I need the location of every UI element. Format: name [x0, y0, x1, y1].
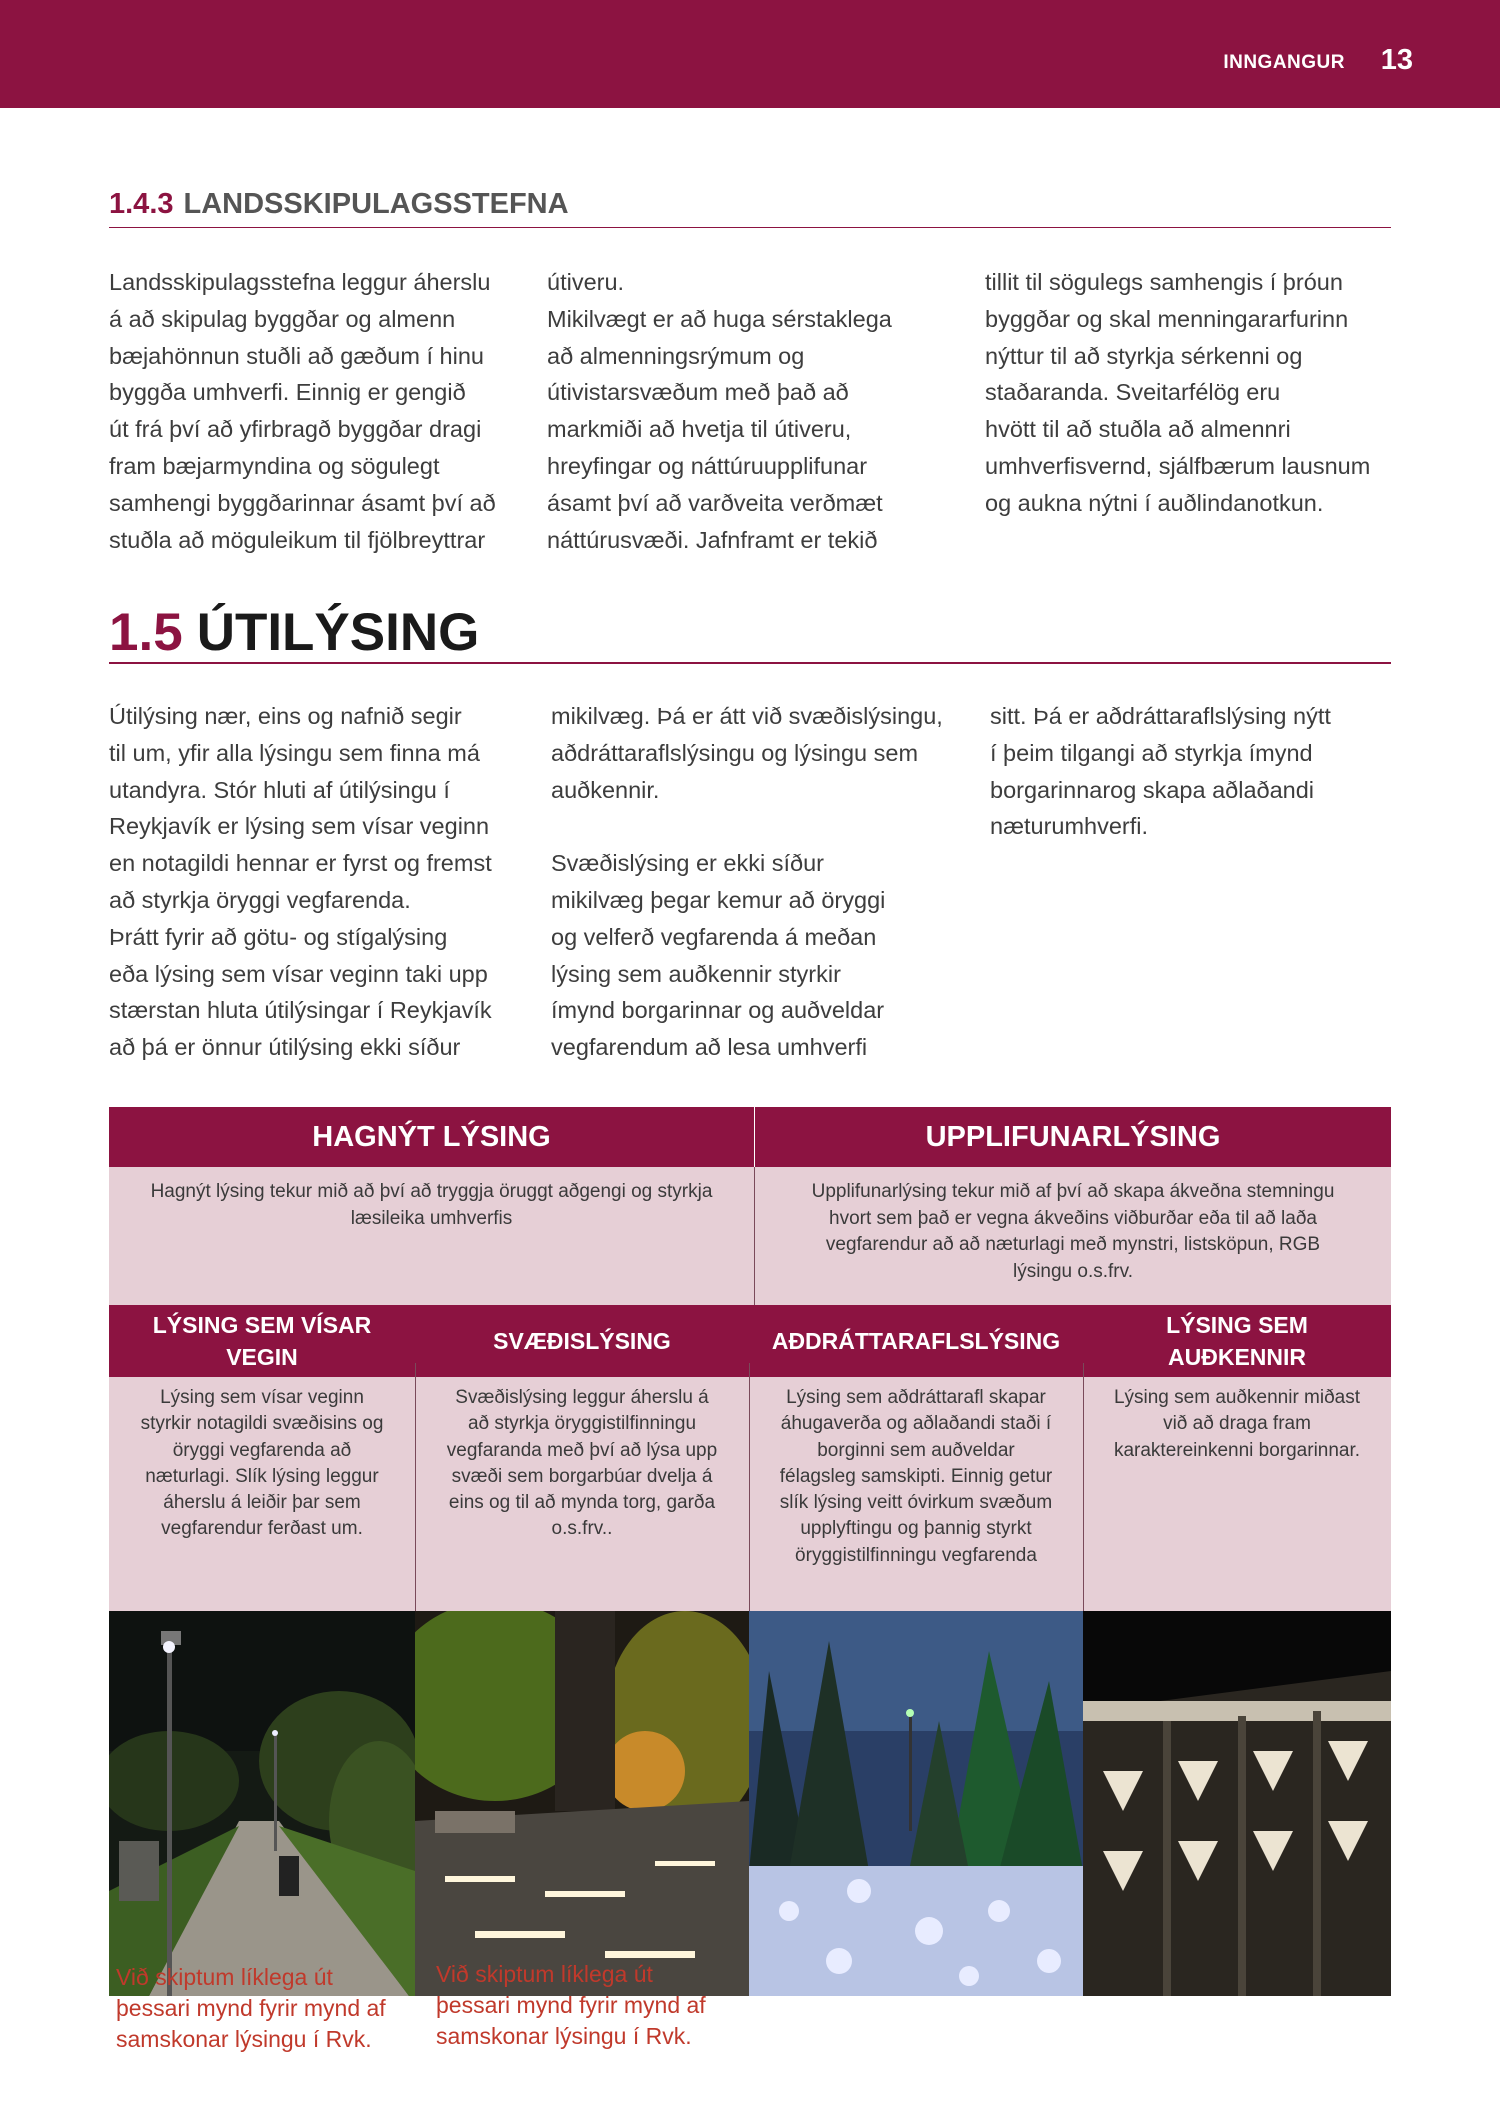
- section-title: LANDSSKIPULAGSSTEFNA: [183, 188, 569, 220]
- text-column-3: [990, 698, 1400, 845]
- section-number: 1.4.3: [109, 188, 174, 220]
- functional-lighting-header: HAGNÝT LÝSING: [109, 1107, 754, 1167]
- text-column-3: [985, 264, 1405, 522]
- paragraph: tillit til sögulegs samhengis í þróun byggðar og skal menningararfurinn nýttur til að styrkja sérkenni og staðaranda. Sveitarfélög eru hvött til að stuðla að almennri umhverfisvernd, sjálfbærum lausnum og aukna nýtni í auðlindanotkun.: [985, 269, 1371, 516]
- col-title-wayfinding: LÝSING SEM VÍSAR VEGIN: [109, 1305, 415, 1377]
- photo-snow-park: [749, 1611, 1083, 1996]
- header-bar: [0, 0, 1500, 108]
- text-column-1: [109, 264, 529, 558]
- experience-lighting-header: UPPLIFUNARLÝSING: [755, 1107, 1391, 1167]
- col-title-identity: LÝSING SEM AUÐKENNIR: [1083, 1305, 1391, 1377]
- text-column-1: [109, 698, 539, 1066]
- photo-replacement-note: Við skiptum líklega út þessari mynd fyrir mynd af samskonar lýsingu í Rvk.: [436, 1961, 706, 2049]
- paragraph: Landsskipulagsstefna leggur áherslu á að skipulag byggðar og almenn bæjahönnun stuðli að gæðum í hinu byggða umhverfi. Einnig er gengið út frá því að yfirbragð byggðar dragi fram bæjarmyndina og sögulegt samhengi byggðarinnar ásamt því að stuðla að möguleikum til fjölbreyttrar: [109, 269, 496, 553]
- col-text-attraction: Lýsing sem aðdráttarafl skapar áhugaverða og aðlaðandi staði í borginni sem auðveldar félagsleg samskipti. Einnig getur slík lýsing veitt óvirkum svæðum upplyftingu og þannig styrkt öryggistilfinningu vegfarenda: [749, 1377, 1083, 1611]
- divider: [749, 1363, 750, 1611]
- divider: [1083, 1363, 1084, 1611]
- section-number: 1.5: [109, 603, 183, 662]
- photo-replacement-note: Við skiptum líklega út þessari mynd fyrir mynd af samskonar lýsingu í Rvk.: [116, 1964, 386, 2052]
- col-text-wayfinding: Lýsing sem vísar veginn styrkir notagildi svæðisins og öryggi vegfarenda að næturlagi. Slík lýsing leggur áherslu á leiðir þar sem vegfarendur ferðast um.: [109, 1377, 415, 1611]
- page-number: 13: [1380, 44, 1413, 76]
- divider: [754, 1167, 755, 1305]
- paragraph: mikilvæg. Þá er átt við svæðislýsingu, aðdráttaraflslýsingu og lýsingu sem auðkennir. Svæðislýsing er ekki síður mikilvæg þegar kemur að öryggi og velferð vegfarenda á meðan lýsing sem auðkennir styrkir ímynd borgarinnar og auðveldar vegfarendum að lesa umhverfi: [551, 703, 943, 1061]
- col-text-identity: Lýsing sem auðkennir miðast við að draga fram karaktereinkenni borgarinnar.: [1083, 1377, 1391, 1611]
- lighting-table: [109, 1107, 1391, 1996]
- photo-lit-facade: [1083, 1611, 1391, 1996]
- text-column-2: [547, 264, 967, 558]
- paragraph: Útilýsing nær, eins og nafnið segir til um, yfir alla lýsingu sem finna má utandyra. Stór hluti af útilýsingu í Reykjavík er lýsing sem vísar veginn en notagildi hennar er fyrst og fremst að styrkja öryggi vegfarenda. Þrátt fyrir að götu- og stígalýsing eða lýsing sem vísar veginn taki upp stærstan hluta útilýsingar í Reykjavík að þá er önnur útilýsing ekki síður: [109, 703, 492, 1061]
- photo-path-lamps: [109, 1611, 415, 1996]
- divider: [415, 1363, 416, 1611]
- col-title-attraction: AÐDRÁTTARAFLSLÝSING: [749, 1305, 1083, 1377]
- col-title-area: SVÆÐISLÝSING: [415, 1305, 749, 1377]
- section-heading-143: [109, 188, 1391, 228]
- photo-plaza-ground-lights: [415, 1611, 749, 1996]
- paragraph: útiveru. Mikilvægt er að huga sérstaklega að almenningsrýmum og útivistarsvæðum með það að markmiði að hvetja til útiveru, hreyfingar og náttúruupplifunar ásamt því að varðveita verðmæt náttúrusvæði. Jafnframt er tekið: [547, 269, 892, 553]
- col-text-area: Svæðislýsing leggur áherslu á að styrkja öryggistilfinningu vegfaranda með því að lýsa upp svæði sem borgarbúar dvelja á eins og til að mynda torg, garða o.s.frv..: [415, 1377, 749, 1611]
- functional-lighting-desc: Hagnýt lýsing tekur mið að því að tryggja öruggt aðgengi og styrkja læsileika umhverfis: [109, 1167, 754, 1305]
- text-column-2: [551, 698, 981, 1066]
- experience-lighting-desc: Upplifunarlýsing tekur mið af því að skapa ákveðna stemningu hvort sem það er vegna ákveðins viðburðar eða til að laða vegfarendur að að næturlagi með mynstri, listsköpun, RGB lýsingu o.s.frv.: [755, 1167, 1391, 1305]
- paragraph: sitt. Þá er aðdráttaraflslýsing nýtt í þeim tilgangi að styrkja ímynd borgarinnarog skapa aðlaðandi næturumhverfi.: [990, 703, 1331, 840]
- section-title: ÚTILÝSING: [196, 603, 480, 662]
- chapter-label: INNGANGUR: [1223, 52, 1345, 73]
- section-heading-15: [109, 602, 1391, 664]
